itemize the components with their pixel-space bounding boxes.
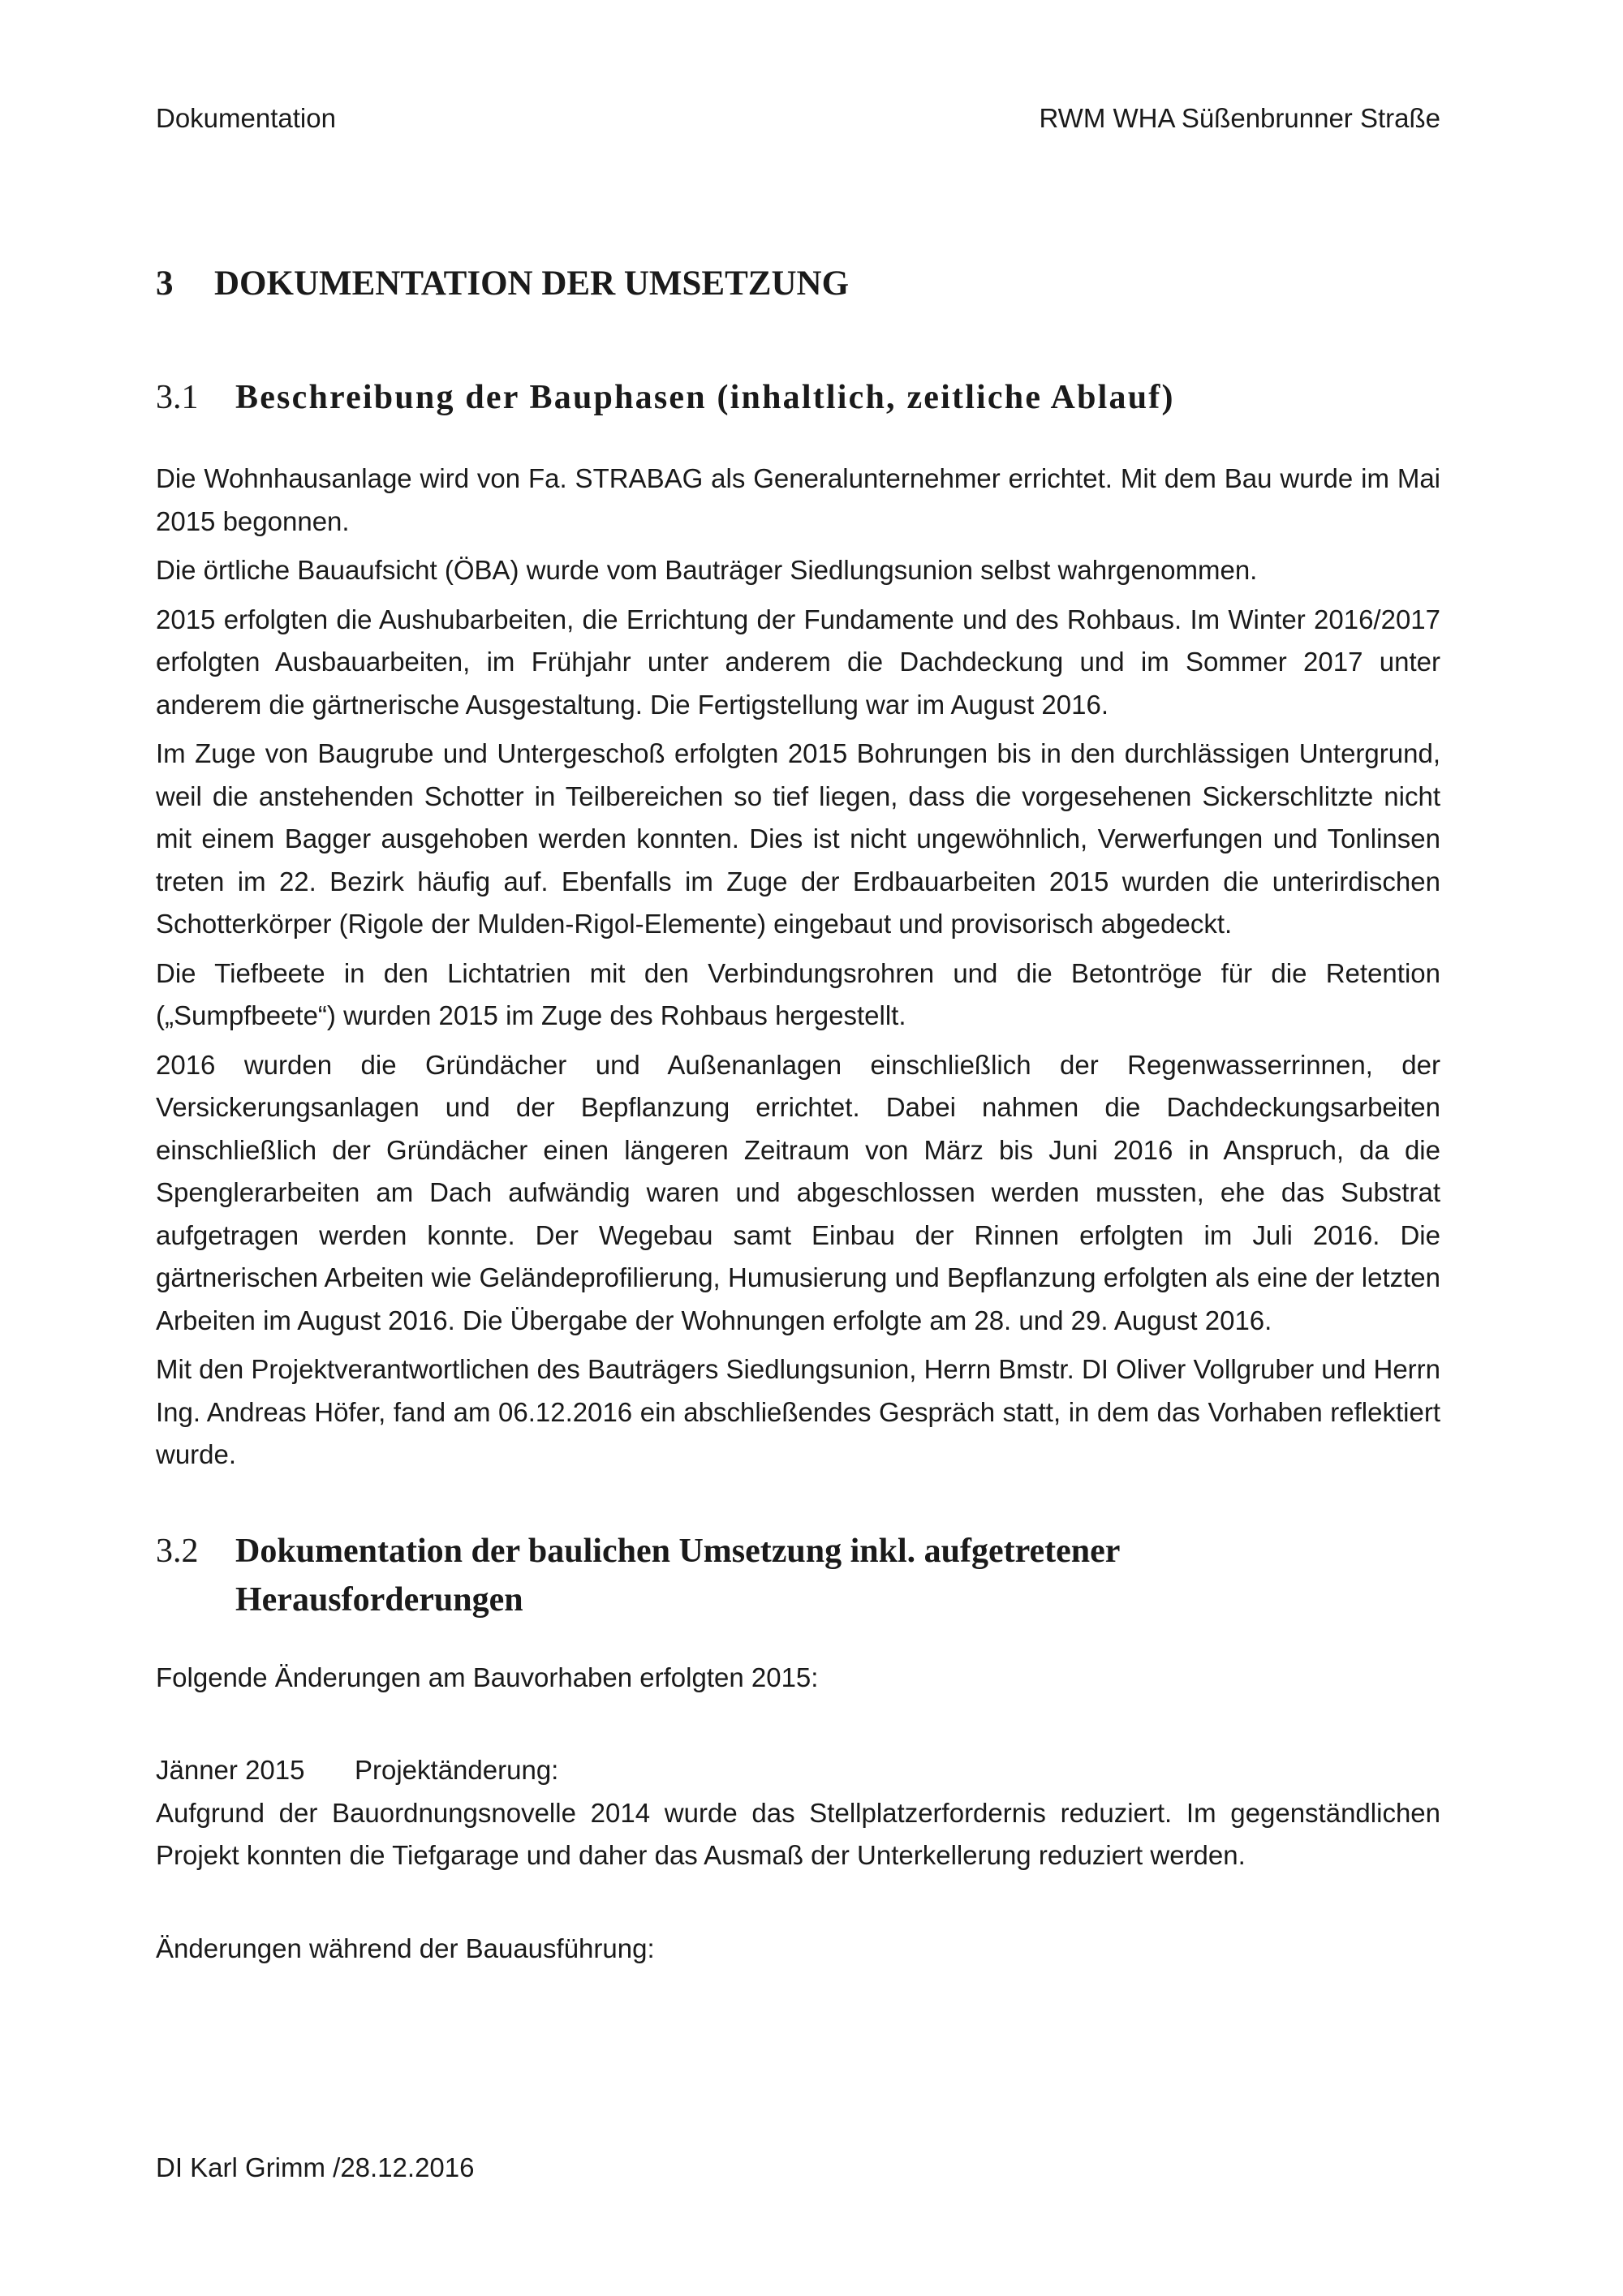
section-heading-3-1 (156, 373, 1440, 422)
section-title: Beschreibung der Bauphasen (inhaltlich, zeitliche Ablauf) (235, 379, 1175, 416)
header-left: Dokumentation (156, 103, 336, 133)
section-title (235, 1527, 1120, 1624)
section-title-line-2: Herausforderungen (235, 1580, 523, 1619)
running-header (156, 101, 1440, 136)
spacer (156, 1884, 1440, 1928)
page-footer: DI Karl Grimm /28.12.2016 (156, 2152, 475, 2182)
change-entry-text: Aufgrund der Bauordnungsnovelle 2014 wurde das Stellplatzerfordernis reduziert. Im gegenständlichen Projekt konnten die Tiefgarage und daher das Ausmaß der Unterkellerung reduziert werden. (156, 1797, 1440, 1870)
section-3-1-body (156, 458, 1440, 1477)
section-number: 3.1 (156, 379, 199, 416)
change-entry-header (156, 1749, 1440, 1792)
section-heading-3-2 (156, 1527, 1440, 1624)
paragraph: Die örtliche Bauaufsicht (ÖBA) wurde vom Bauträger Siedlungsunion selbst wahrgenommen. (156, 555, 1258, 585)
header-right: RWM WHA Süßenbrunner Straße (1039, 103, 1440, 133)
change-entry-month: Jänner 2015 (156, 1755, 305, 1785)
chapter-number: 3 (156, 264, 174, 303)
paragraph: 2015 erfolgten die Aushubarbeiten, die Errichtung der Fundamente und des Rohbaus. Im Winter 2016/2017 erfolgten Ausbauarbeiten, im Frühjahr unter anderem die Dachdeckung und im Sommer 2017 unter anderem die gärtnerische Ausgestaltung. Die Fertigstellung war im August 2016. (156, 604, 1440, 720)
paragraph: 2016 wurden die Gründächer und Außenanlagen einschließlich der Regenwasserrinnen, der Versickerungsanlagen und der Bepflanzung errichtet. Dabei nahmen die Dachdeckungsarbeiten einschließlich der Gründächer einen längeren Zeitraum von März bis Juni 2016 in Anspruch, da die Spenglerarbeiten am Dach aufwändig waren und abgeschlossen werden mussten, ehe das Substrat aufgetragen werden konnte. Der Wegebau samt Einbau der Rinnen erfolgten im Juli 2016. Die gärtnerischen Arbeiten wie Geländeprofilierung, Humusierung und Bepflanzung erfolgten als eine der letzten Arbeiten im August 2016. Die Übergabe der Wohnungen erfolgte am 28. und 29. August 2016. (156, 1049, 1440, 1335)
page-content (156, 261, 1440, 1976)
section-3-2-body (156, 1657, 1440, 1971)
section-title-line-1: Dokumentation der baulichen Umsetzung inkl. aufgetretener (235, 1532, 1121, 1570)
changes-heading: Änderungen während der Bauausführung: (156, 1933, 655, 1963)
paragraph: Die Wohnhausanlage wird von Fa. STRABAG als Generalunternehmer errichtet. Mit dem Bau wurde im Mai 2015 begonnen. (156, 463, 1440, 536)
spacer (156, 1705, 1440, 1749)
change-entry-label: Projektänderung: (355, 1755, 559, 1785)
section-number: 3.2 (156, 1532, 199, 1570)
chapter-title: DOKUMENTATION DER UMSETZUNG (214, 264, 850, 303)
paragraph: Im Zuge von Baugrube und Untergeschoß erfolgten 2015 Bohrungen bis in den durchlässigen Untergrund, weil die anstehenden Schotter in Teilbereichen so tief liegen, dass die vorgesehenen Sickerschlitzte nicht mit einem Bagger ausgehoben werden konnten. Dies ist nicht ungewöhnlich, Verwerfungen und Tonlinsen treten im 22. Bezirk häufig auf. Ebenfalls im Zuge der Erdbauarbeiten 2015 wurden die unterirdischen Schotterkörper (Rigole der Mulden-Rigol-Elemente) eingebaut und provisorisch abgedeckt. (156, 738, 1440, 939)
paragraph: Die Tiefbeete in den Lichtatrien mit den Verbindungsrohren und die Betontröge für die Retention („Sumpfbeete“) wurden 2015 im Zuge des Rohbaus hergestellt. (156, 957, 1440, 1030)
section-intro: Folgende Änderungen am Bauvorhaben erfolgten 2015: (156, 1662, 819, 1692)
chapter-heading (156, 261, 1440, 307)
paragraph: Mit den Projektverantwortlichen des Bauträgers Siedlungsunion, Herrn Bmstr. DI Oliver Vollgruber und Herrn Ing. Andreas Höfer, fand am 06.12.2016 ein abschließendes Gespräch statt, in dem das Vorhaben reflektiert wurde. (156, 1354, 1440, 1469)
